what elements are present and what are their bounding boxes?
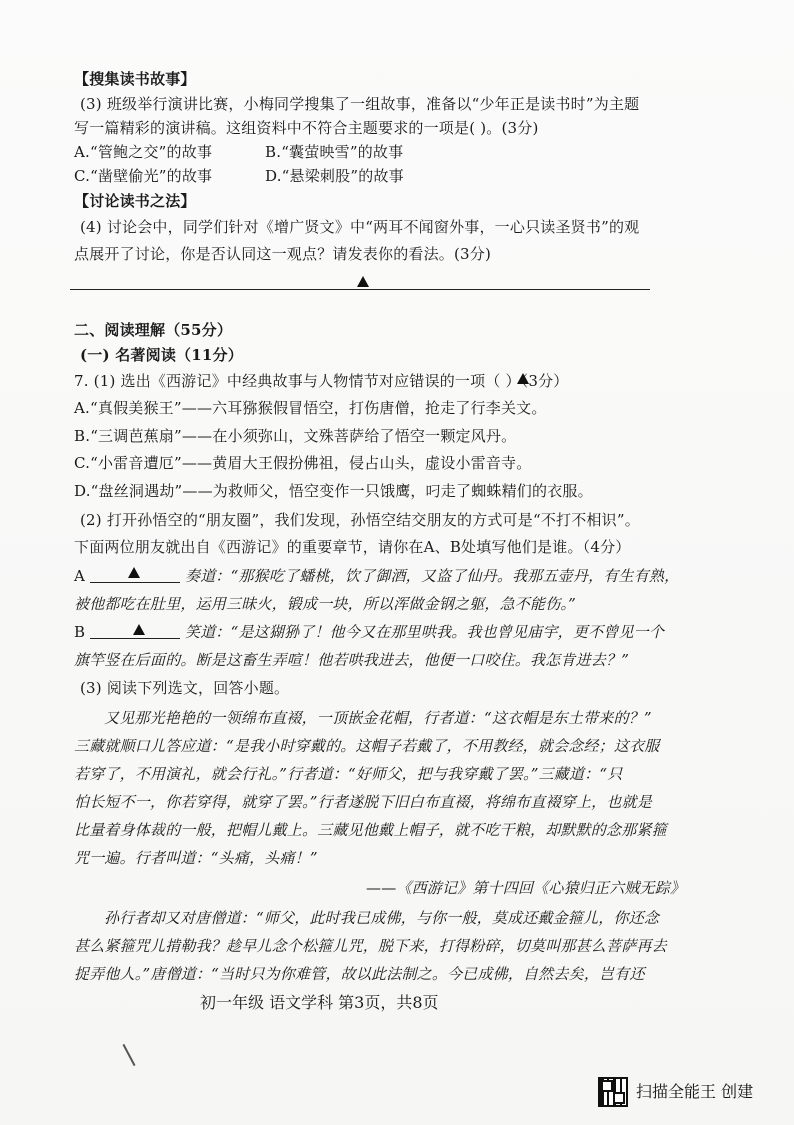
q4-line1: (4) 讨论会中，同学们针对《增广贤文》中“两耳不闻窗外事，一心只读圣贤书”的观 (80, 218, 640, 236)
q7-1: 7. (1) 选出《西游记》中经典故事与人物情节对应错误的一项（ ）（3分） (74, 372, 569, 390)
part2-subtitle: (一) 名著阅读（11分） (80, 346, 243, 364)
answer-b-blank[interactable] (90, 638, 180, 639)
q3-option-c: C.“凿壁偷光”的故事 (74, 167, 213, 185)
answer-a-label: A (74, 567, 86, 585)
answer-rule (70, 289, 650, 290)
qr-code-icon (598, 1077, 628, 1107)
passage1-citation: ——《西游记》第十四回《心猿归正六贼无踪》 (366, 879, 686, 897)
page-footer: 初一年级 语文学科 第3页，共8页 (200, 993, 439, 1012)
passage2-line3: 捉弄他人。”唐僧道：“当时只为你难管，故以此法制之。今已成佛，自然去矣，岂有还 (74, 965, 645, 983)
passage1-line1: 又见那光艳艳的一领绵布直裰，一顶嵌金花帽，行者道：“这衣帽是东土带来的？” (104, 709, 652, 727)
passage1-line6: 咒一遍。行者叫道：“头痛，头痛！” (74, 849, 318, 867)
answer-b-label: B (74, 623, 86, 641)
passage1-line4: 怕长短不一，你若穿得，就穿了罢。”行者遂脱下旧白布直裰，将绵布直裰穿上，也就是 (74, 793, 652, 811)
q7-1-triangle-mark (517, 373, 529, 384)
part2-title: 二、阅读理解（55分） (74, 321, 233, 339)
answer-b-triangle-mark (133, 624, 145, 635)
q4-line2: 点展开了讨论，你是否认同这一观点？请发表你的看法。(3分) (74, 245, 492, 263)
q7-2-line2: 下面两位朋友就出自《西游记》的重要章节，请你在A、B处填写他们是谁。（4分） (74, 538, 631, 556)
q7-option-b: B.“三调芭蕉扇”——在小须弥山，文殊菩萨给了悟空一颗定风丹。 (74, 427, 517, 445)
discuss-heading: 【讨论读书之法】 (74, 192, 196, 210)
q7-option-c: C.“小雷音遭厄”——黄眉大王假扮佛祖，侵占山头，虚设小雷音寺。 (74, 454, 532, 472)
q7-2-line1: (2) 打开孙悟空的“朋友圈”，我们发现，孙悟空结交朋友的方式可是“不打不相识”。 (80, 511, 640, 529)
answer-a-blank[interactable] (90, 582, 180, 583)
q3-option-b: B.“囊萤映雪”的故事 (265, 143, 404, 161)
answer-triangle-mark (357, 276, 369, 287)
answer-b-quote-cont: 旗竿竖在后面的。断是这畜生弄喧！他若哄我进去，他便一口咬住。我怎肯进去？” (74, 651, 630, 669)
answer-a-quote-cont: 被他都吃在肚里，运用三昧火，锻成一块，所以浑做金钢之躯，急不能伤。” (74, 595, 576, 613)
passage2-line2: 甚么紧箍咒儿掯勒我？趁早儿念个松箍儿咒，脱下来，打得粉碎，切莫叫那甚么菩萨再去 (74, 937, 667, 955)
q3-option-d: D.“悬梁刺股”的故事 (265, 167, 404, 185)
passage1-line5: 比量着身体裁的一般，把帽儿戴上。三藏见他戴上帽子，就不吃干粮，却默默的念那紧箍 (74, 821, 667, 839)
collect-heading: 【搜集读书故事】 (74, 70, 196, 88)
q3-line1: (3) 班级举行演讲比赛，小梅同学搜集了一组故事，准备以“少年正是读书时”为主题 (80, 95, 640, 113)
passage2-line1: 孙行者却又对唐僧道：“师父，此时我已成佛，与你一般，莫成还戴金箍儿，你还念 (104, 909, 660, 927)
q7-3: (3) 阅读下列选文，回答小题。 (80, 679, 290, 697)
scanner-watermark: 扫描全能王 创建 (636, 1082, 754, 1101)
answer-a-quote: 奏道：“那猴吃了蟠桃，饮了御酒，又盗了仙丹。我那五壶丹，有生有熟， (185, 567, 680, 585)
passage1-line2: 三藏就顺口儿答应道：“是我小时穿戴的。这帽子若戴了，不用教经，就会念经；这衣服 (74, 737, 660, 755)
q3-option-a: A.“管鲍之交”的故事 (74, 143, 213, 161)
passage1-line3: 若穿了，不用演礼，就会行礼。”行者道：“好师父，把与我穿戴了罢。”三藏道：“只 (74, 765, 623, 783)
answer-b-quote: 笑道：“是这猢狲了！他今又在那里哄我。我也曾见庙宇，更不曾见一个 (185, 623, 665, 641)
q3-line2: 写一篇精彩的演讲稿。这组资料中不符合主题要求的一项是( )。(3分) (74, 119, 539, 137)
answer-a-triangle-mark (128, 567, 140, 578)
scan-stray-mark (122, 1044, 135, 1066)
q7-option-a: A.“真假美猴王”——六耳猕猴假冒悟空，打伤唐僧，抢走了行李关文。 (74, 399, 547, 417)
q7-option-d: D.“盘丝洞遇劫”——为救师父，悟空变作一只饿鹰，叼走了蜘蛛精们的衣服。 (74, 482, 593, 500)
